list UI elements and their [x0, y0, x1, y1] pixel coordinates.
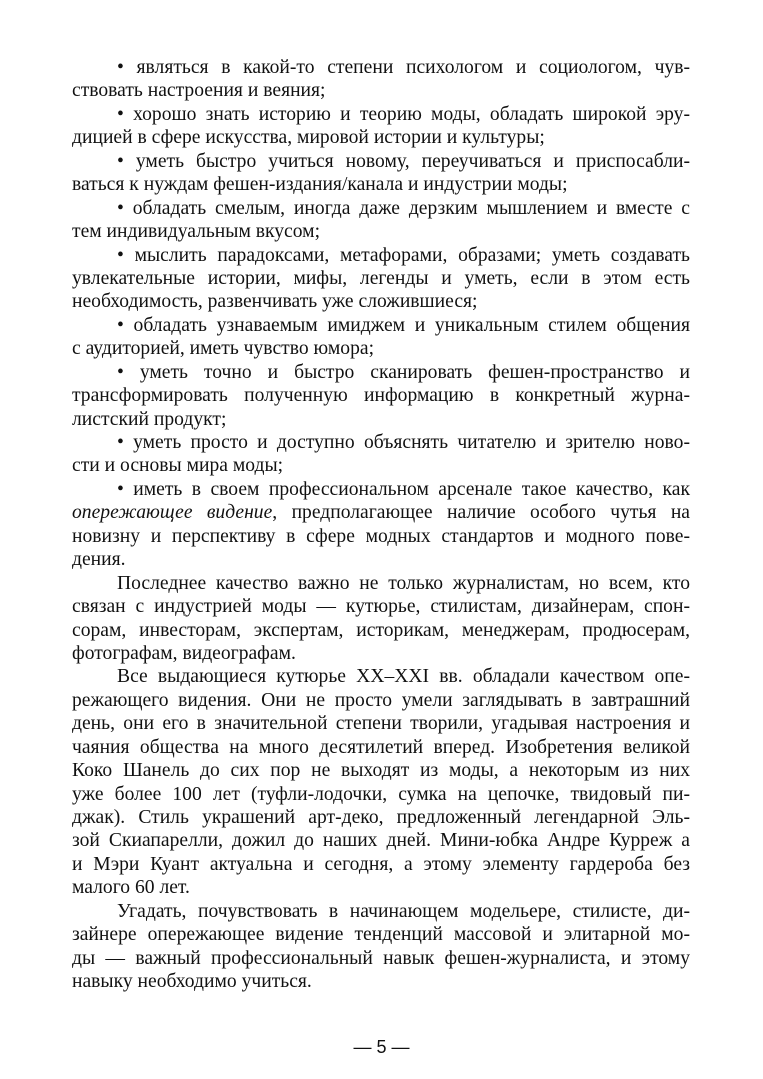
text-line: дения. — [72, 549, 126, 571]
bullet-item-image-style — [72, 314, 690, 361]
text-line: фотографам, видеографам. — [72, 642, 296, 664]
text-line: ствовать настроения и веяния; — [72, 80, 326, 102]
paragraph-last-quality — [72, 572, 690, 666]
text-line: • мыслить парадоксами, метафорами, образами; уметь создавать — [117, 244, 690, 266]
text-line: ваться к нуждам фешен-издания/канала и индустрии моды; — [72, 174, 568, 196]
text-line: Последнее качество важно не только журналистам, но всем, кто — [117, 572, 690, 594]
text-line: дицией в сфере искусства, мировой истории и культуры; — [72, 127, 545, 149]
text-line: зайнере опережающее видение тенденций массовой и элитарной мо- — [72, 924, 690, 946]
bullet-item-learn-quickly — [72, 150, 690, 197]
text-line: тем индивидуальным вкусом; — [72, 221, 321, 243]
text-line: Коко Шанель до сих пор не выходят из моды, а некоторым из них — [72, 760, 690, 782]
text-line: • уметь просто и доступно объяснять читателю и зрителю ново- — [117, 432, 690, 453]
bullet-item-paradoxes — [72, 244, 690, 314]
text-line: зой Скиапарелли, дожил до наших дней. Мини-юбка Андре Курреж а — [72, 830, 690, 852]
text-line: Все выдающиеся кутюрье XX–XXI вв. обладали качеством опе- — [117, 666, 690, 688]
text-line: Угадать, почувствовать в начинающем модельере, стилисте, ди- — [117, 900, 690, 922]
text-line: • обладать узнаваемым имиджем и уникальным стилем общения — [117, 314, 690, 336]
bullet-item-psychologist — [72, 56, 690, 103]
bullet-item-foresight — [72, 478, 690, 572]
text-line: малого 60 лет. — [72, 877, 190, 899]
paragraph-couturiers — [72, 665, 690, 899]
text-line: уже более 100 лет (туфли-лодочки, сумка на цепочке, твидовый пи- — [72, 783, 690, 805]
text-line: трансформировать полученную информацию в конкретный журна- — [72, 385, 690, 407]
text-line: чаяния общества на много десятилетий вперед. Изобретения великой — [72, 736, 690, 758]
text-line: сти и основы мира моды; — [72, 455, 284, 477]
text-line-with-italic: опережающее видение, предполагающее наличие особого чутья на — [72, 502, 690, 524]
text-line: ды — важный профессиональный навык фешен-журналиста, и этому — [72, 947, 690, 969]
text-line: режающего видения. Они не просто умели заглядывать в завтрашний — [72, 689, 690, 711]
bullet-item-history-theory — [72, 103, 690, 150]
text-line: • иметь в своем профессиональном арсенале такое качество, как — [117, 478, 690, 500]
text-line: • уметь точно и быстро сканировать фешен-пространство и — [117, 361, 690, 383]
italic-term: опережающее видение — [72, 502, 273, 524]
text-line: • хорошо знать историю и теорию моды, обладать широкой эру- — [117, 103, 690, 125]
text-line: сорам, инвесторам, экспертам, историкам, менеджерам, продюсерам, — [72, 619, 690, 641]
text-line: листский продукт; — [72, 408, 227, 430]
text-line: джак). Стиль украшений арт-деко, предложенный легендарной Эль- — [72, 807, 690, 828]
text-line: • уметь быстро учиться новому, переучиваться и приспосабли- — [117, 150, 690, 172]
text-line: связан с индустрией моды — кутюрье, стилистам, дизайнерам, спон- — [72, 596, 690, 618]
text-line: • обладать смелым, иногда даже дерзким мышлением и вместе с — [117, 197, 690, 219]
bullet-item-explain-news — [72, 431, 690, 478]
bullet-item-bold-thinking — [72, 197, 690, 244]
text-line: необходимость, развенчивать уже сложившиеся; — [72, 291, 478, 313]
text-line: • являться в какой-то степени психологом и социологом, чув- — [117, 57, 690, 78]
page-number: — 5 — — [353, 1037, 410, 1057]
page-body — [72, 56, 690, 1046]
text-line: новизну и перспективу в сфере модных стандартов и модного пове- — [72, 525, 690, 547]
bullet-item-scan-fashion-space — [72, 361, 690, 431]
paragraph-guess-foresight — [72, 900, 690, 994]
text-line: и Мэри Куант актуальна и сегодня, а этому элементу гардероба без — [72, 853, 690, 875]
text-line: с аудиторией, иметь чувство юмора; — [72, 338, 375, 360]
text-line: навыку необходимо учиться. — [72, 971, 312, 993]
text-line: день, они его в значительной степени творили, угадывая настроения и — [72, 713, 690, 735]
text-line: увлекательные истории, мифы, легенды и уметь, если в этом есть — [72, 267, 690, 289]
